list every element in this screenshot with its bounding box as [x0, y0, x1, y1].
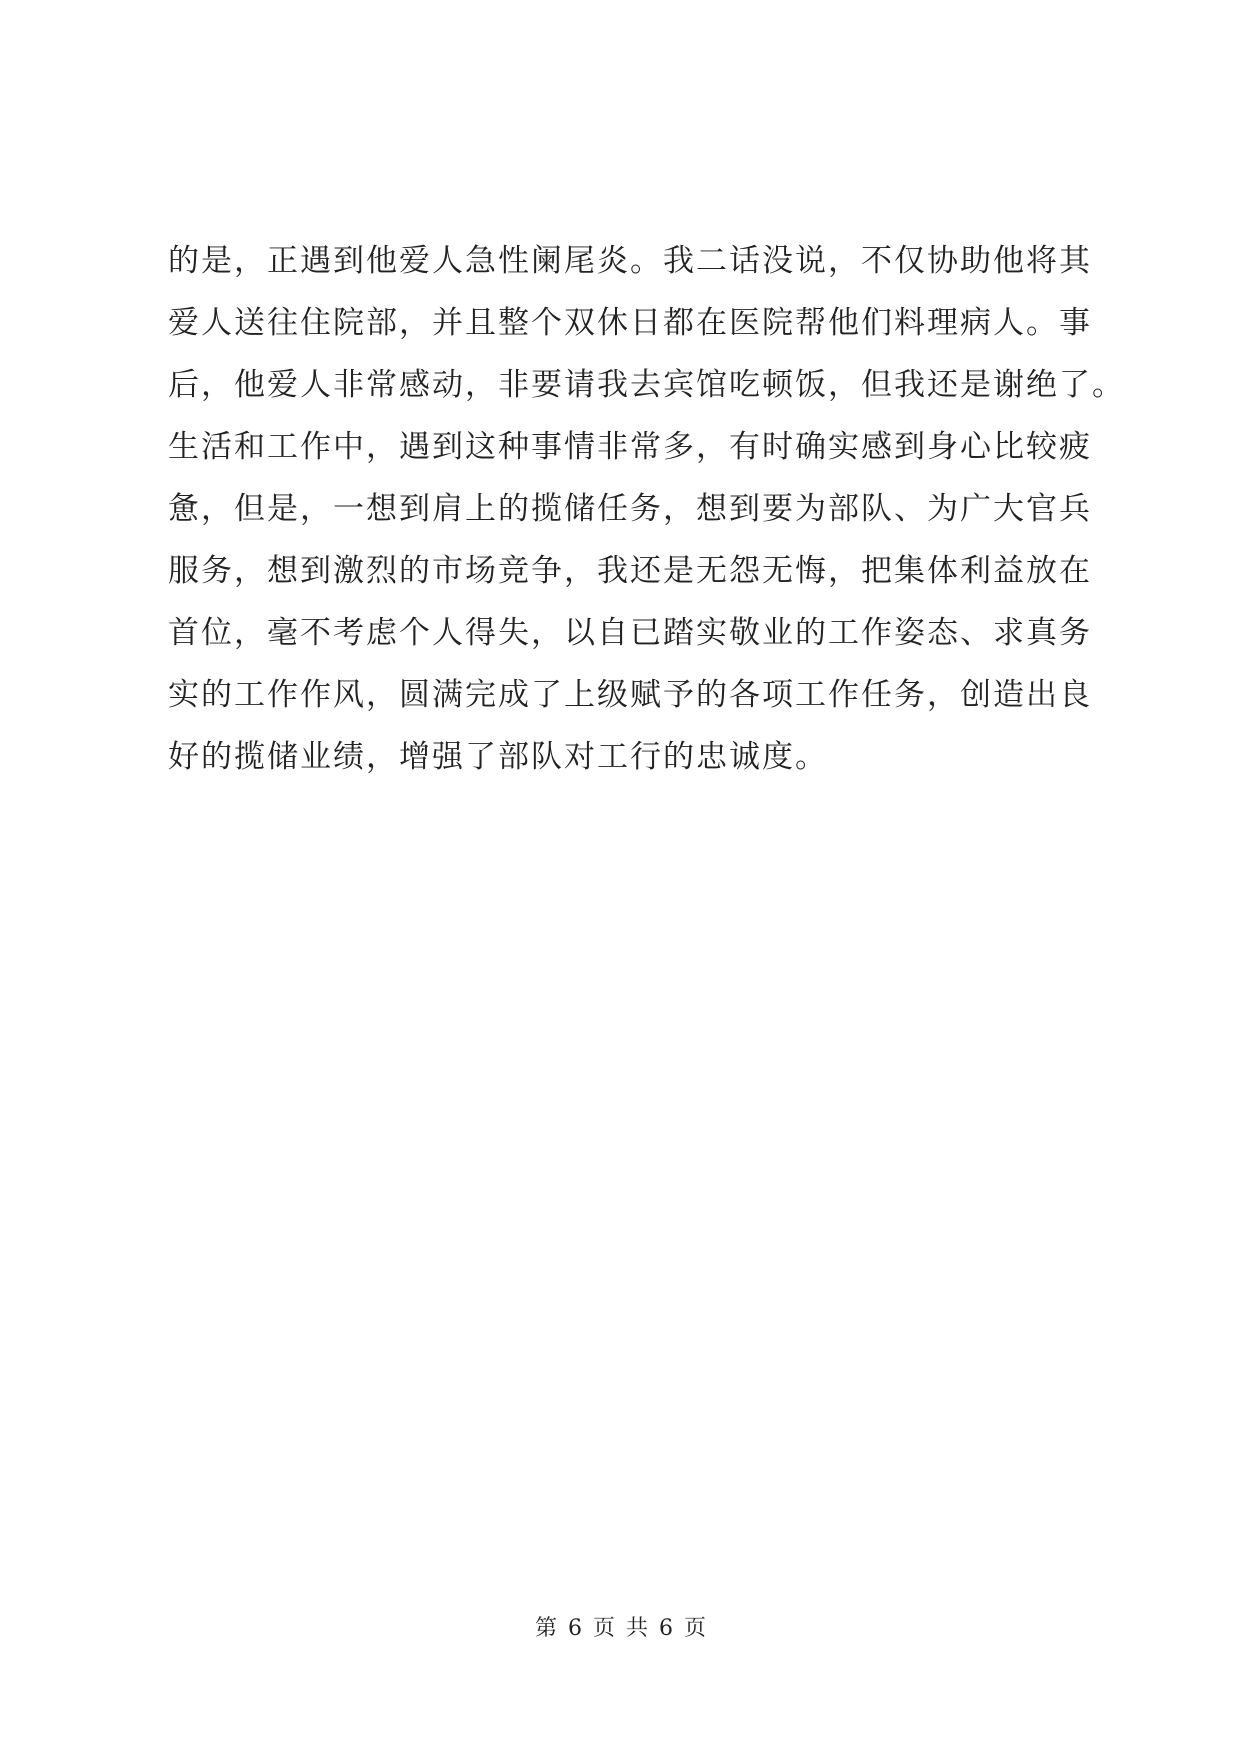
text-line: 惫，但是，一想到肩上的揽储任务，想到要为部队、为广大官兵	[168, 491, 1092, 527]
text-line: 实的工作作风，圆满完成了上级赋予的各项工作任务，创造出良	[168, 677, 1092, 713]
text-line: 生活和工作中，遇到这种事情非常多，有时确实感到身心比较疲	[168, 429, 1092, 465]
text-line: 的是，正遇到他爱人急性阑尾炎。我二话没说，不仅协助他将其	[168, 243, 1092, 279]
body-paragraph	[168, 230, 1125, 788]
text-line: 后，他爱人非常感动，非要请我去宾馆吃顿饭，但我还是谢绝了。	[168, 367, 1125, 403]
text-line-last: 好的揽储业绩，增强了部队对工行的忠诚度。	[168, 739, 828, 775]
page-number-footer: 第 6 页 共 6 页	[535, 1616, 706, 1641]
text-line: 爱人送往住院部，并且整个双休日都在医院帮他们料理病人。事	[168, 305, 1092, 341]
text-line: 首位，毫不考虑个人得失，以自已踏实敬业的工作姿态、求真务	[168, 615, 1092, 651]
text-line: 服务，想到激烈的市场竞争，我还是无怨无悔，把集体利益放在	[168, 553, 1092, 589]
